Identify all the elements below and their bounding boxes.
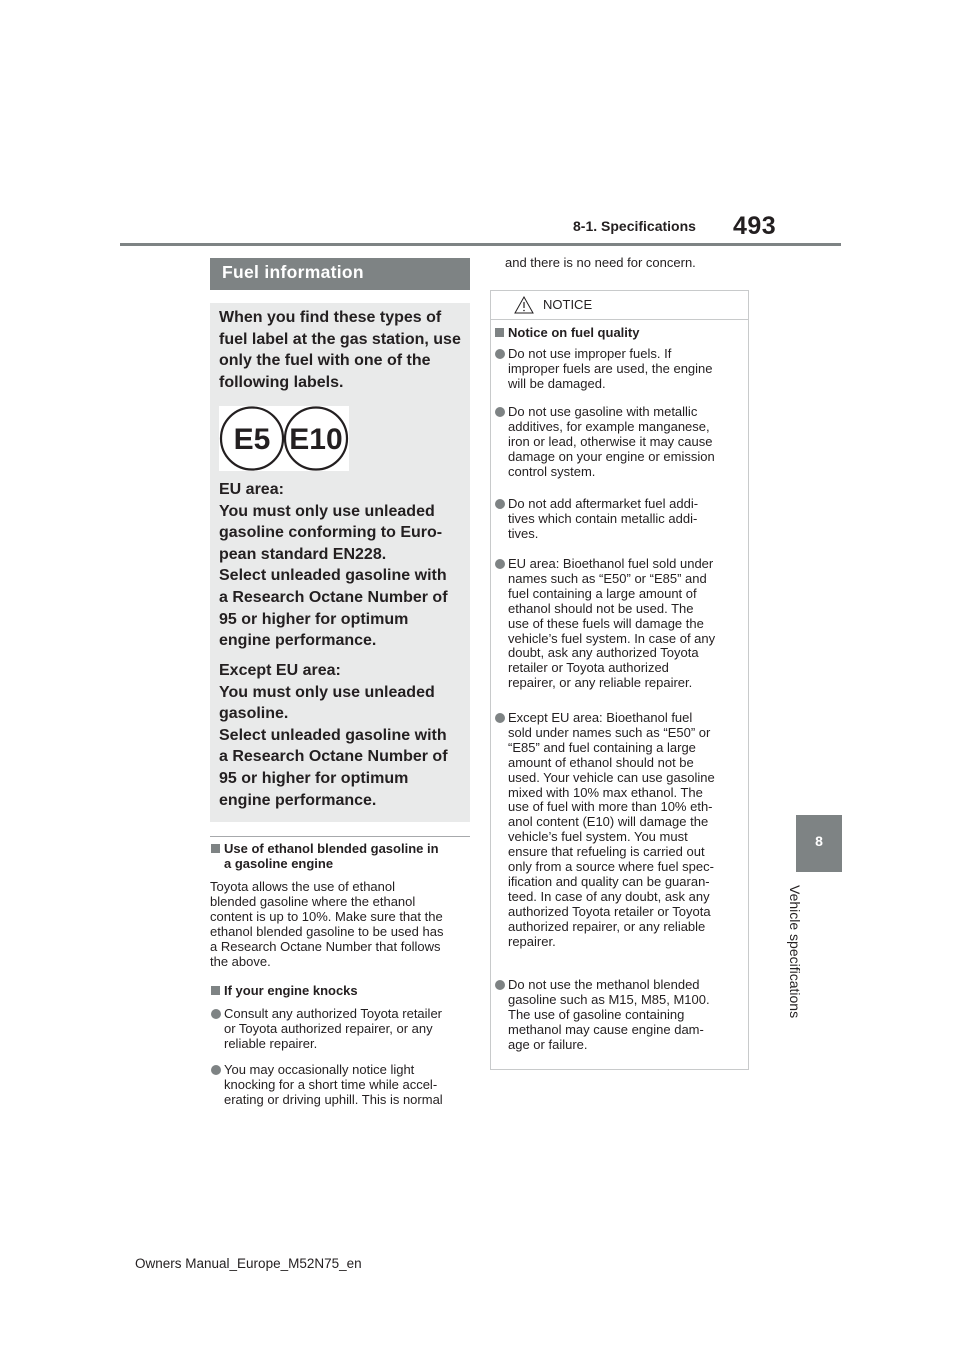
bullet-line: improper fuels are used, the engine	[508, 360, 713, 376]
ethanol-paragraph	[210, 880, 472, 969]
header-divider	[120, 243, 841, 246]
knocks-heading	[211, 984, 358, 999]
e5-label: E5	[233, 423, 271, 456]
bullet-line: ethanol should not be used. The	[508, 600, 694, 616]
except-line: Select unleaded gasoline with	[219, 726, 447, 744]
notice-bullet-4	[495, 557, 749, 692]
eu-line: EU area:	[219, 481, 284, 498]
notice-label: NOTICE	[543, 297, 593, 312]
bullet-line: will be damaged.	[508, 375, 606, 391]
bullet-line: control system.	[508, 463, 596, 479]
bullet-line: vehicle’s fuel system. In case of any	[508, 630, 716, 646]
bullet-dot-icon	[495, 713, 505, 723]
square-bullet-icon	[495, 328, 504, 337]
warning-triangle-icon	[514, 296, 534, 314]
except-line: 95 or higher for optimum	[219, 769, 409, 787]
bullet-dot-icon	[211, 1065, 221, 1075]
bullet-line: Do not use the methanol blended	[508, 977, 700, 992]
square-bullet-icon	[211, 986, 220, 995]
bullet-line: use of fuel with more than 10% eth-	[508, 799, 713, 815]
bullet-line: reliable repairer.	[224, 1035, 318, 1051]
bullet-line: or Toyota authorized repairer, or any	[224, 1020, 433, 1036]
notice-bullet-6	[495, 978, 749, 1053]
eu-line: gasoline conforming to Euro-	[219, 524, 443, 542]
bullet-line: only from a source where fuel spec-	[508, 859, 714, 875]
bullet-line: repairer, or any reliable repairer.	[508, 675, 693, 691]
ethanol-heading	[211, 842, 471, 872]
bullet-dot-icon	[495, 980, 505, 990]
notice-bullet-1	[495, 347, 749, 392]
square-bullet-icon	[211, 844, 220, 853]
bullet-line: Do not use improper fuels. If	[508, 346, 672, 361]
bullet-line: ensure that refueling is carried out	[508, 844, 705, 860]
bullet-line: used. Your vehicle can use gasoline	[508, 769, 715, 785]
bullet-line: iron or lead, otherwise it may cause	[508, 433, 713, 449]
bullet-line: Do not add aftermarket fuel addi-	[508, 496, 699, 511]
paragraph-line: a Research Octane Number that follows	[210, 938, 441, 954]
fuel-label-logos	[219, 406, 349, 471]
heading-line: a gasoline engine	[224, 855, 334, 871]
bullet-line: damage on your engine or emission	[508, 448, 715, 464]
bullet-line: teed. In case of any doubt, ask any	[508, 888, 710, 904]
except-line: a Research Octane Number of	[219, 748, 448, 766]
except-line: gasoline.	[219, 705, 289, 723]
bullet-line: Except EU area: Bioethanol fuel	[508, 710, 693, 725]
bullet-dot-icon	[211, 1009, 221, 1019]
bullet-line: Consult any authorized Toyota retailer	[224, 1006, 442, 1021]
except-line: engine performance.	[219, 791, 377, 809]
fuel-info-except-eu	[219, 660, 464, 811]
eu-line: Select unleaded gasoline with	[219, 567, 447, 585]
heading-text: Notice on fuel quality	[508, 325, 640, 340]
bullet-line: knocking for a short time while accel-	[224, 1076, 438, 1092]
notice-bullet-2	[495, 405, 749, 480]
fuel-info-title: Fuel information	[222, 262, 364, 282]
heading-line: Use of ethanol blended gasoline in	[224, 841, 439, 856]
paragraph-line: Toyota allows the use of ethanol	[210, 879, 396, 894]
bullet-line: names such as “E50” or “E85” and	[508, 570, 707, 586]
eu-line: You must only use unleaded	[219, 502, 435, 520]
bullet-line: amount of ethanol should not be	[508, 754, 694, 770]
notice-bullet-5	[495, 711, 749, 951]
fuel-info-title-bar	[210, 258, 470, 290]
fuel-label-graphic	[219, 406, 349, 471]
eu-line: pean standard EN228.	[219, 545, 387, 563]
bullet-line: erating or driving uphill. This is normal	[224, 1091, 443, 1107]
paragraph-line: content is up to 10%. Make sure that the	[210, 908, 443, 924]
bullet-line: authorized repairer, or any reliable	[508, 918, 706, 934]
paragraph-line: the above.	[210, 953, 271, 969]
chapter-label-text: Vehicle specifications	[787, 885, 803, 1019]
chapter-label	[786, 885, 806, 1045]
bullet-dot-icon	[495, 407, 505, 417]
notice-header	[491, 291, 748, 320]
bullet-line: You may occasionally notice light	[224, 1062, 415, 1077]
bullet-line: retailer or Toyota authorized	[508, 660, 669, 676]
notice-heading	[495, 326, 639, 341]
bullet-line: gasoline such as M15, M85, M100.	[508, 991, 710, 1007]
eu-line: a Research Octane Number of	[219, 588, 448, 606]
eu-line: 95 or higher for optimum	[219, 610, 409, 628]
bullet-line: EU area: Bioethanol fuel sold under	[508, 556, 714, 571]
bullet-line: additives, for example manganese,	[508, 418, 710, 434]
knocks-continuation: and there is no need for concern.	[505, 255, 696, 270]
heading-text: If your engine knocks	[224, 983, 358, 998]
paragraph-line: blended gasoline where the ethanol	[210, 893, 416, 909]
bullet-dot-icon	[495, 499, 505, 509]
page-number: 493	[733, 212, 777, 240]
except-line: Except EU area:	[219, 662, 341, 679]
chapter-number: 8	[815, 833, 823, 849]
section-title: 8-1. Specifications	[573, 218, 696, 234]
bullet-line: repairer.	[508, 933, 556, 949]
bullet-line: use of these fuels will damage the	[508, 615, 704, 631]
bullet-line: anol content (E10) will damage the	[508, 814, 709, 830]
bullet-line: methanol may cause engine dam-	[508, 1021, 704, 1037]
bullet-line: age or failure.	[508, 1036, 588, 1052]
bullet-dot-icon	[495, 559, 505, 569]
bullet-line: ification and quality can be guaran-	[508, 873, 710, 889]
bullet-dot-icon	[495, 349, 505, 359]
except-line: You must only use unleaded	[219, 683, 435, 701]
e10-label: E10	[289, 423, 343, 456]
eu-line: engine performance.	[219, 632, 377, 650]
footer-document-id: Owners Manual_Europe_M52N75_en	[135, 1256, 362, 1271]
bullet-line: Do not use gasoline with metallic	[508, 404, 698, 419]
bullet-line: doubt, ask any authorized Toyota	[508, 645, 699, 661]
bullet-line: tives which contain metallic addi-	[508, 510, 698, 526]
fuel-info-box	[210, 303, 470, 822]
bullet-line: authorized Toyota retailer or Toyota	[508, 903, 711, 919]
chapter-tab	[796, 815, 842, 872]
section-divider	[210, 836, 470, 837]
knocks-bullet-1	[211, 1007, 473, 1052]
bullet-line: mixed with 10% max ethanol. The	[508, 784, 703, 800]
bullet-line: vehicle’s fuel system. You must	[508, 829, 688, 845]
knocks-bullet-2	[211, 1063, 473, 1108]
bullet-line: fuel containing a large amount of	[508, 585, 697, 601]
notice-box	[490, 290, 749, 1070]
notice-bullet-3	[495, 497, 749, 542]
paragraph-line: ethanol blended gasoline to be used has	[210, 923, 444, 939]
bullet-line: “E85” and fuel containing a large	[508, 739, 696, 755]
bullet-line: The use of gasoline containing	[508, 1006, 685, 1022]
bullet-line: tives.	[508, 525, 539, 541]
fuel-info-eu-area	[219, 479, 464, 652]
fuel-info-intro: When you find these types of fuel label at the gas station, use only the fuel with one of the following labels.	[219, 309, 461, 391]
bullet-line: sold under names such as “E50” or	[508, 724, 711, 740]
